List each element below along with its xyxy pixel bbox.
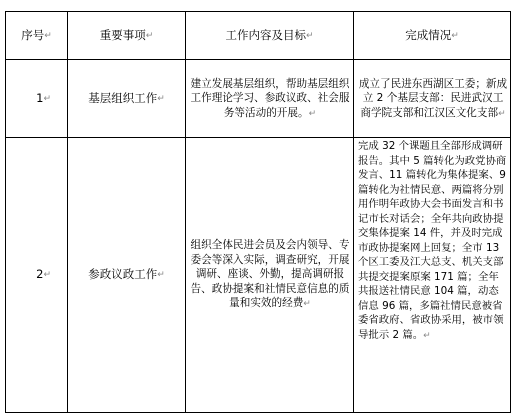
row1-result [358, 62, 508, 136]
header-content [186, 12, 353, 59]
paragraph-mark: ↵ [157, 270, 165, 280]
row1-no-text: 1 [36, 90, 44, 105]
row2-no-text: 2 [36, 267, 44, 282]
header-result-label: 完成情况 [405, 27, 452, 42]
col-divider [353, 12, 354, 412]
row1-no [6, 60, 67, 137]
matters-table [5, 11, 511, 413]
row1-item [68, 60, 185, 137]
row1-content-text: 建立发展基层组织，帮助基层组织工作理论学习、参政议政、社会服务等活动的开展。 [190, 77, 350, 119]
row2-content [190, 138, 350, 412]
header-item-label: 重要事项 [99, 27, 146, 42]
paragraph-mark: ↵ [43, 270, 51, 280]
row2-item-text: 参政议政工作 [88, 267, 158, 282]
paragraph-mark: ↵ [451, 30, 459, 41]
header-content-label: 工作内容及目标 [225, 27, 306, 42]
row2-result-text: 完成 32 个课题且全部形成调研报告。其中 5 篇转化为政党协商发言、11 篇转化为集体提案、9 篇转化为社情民意、两篇将分别用作明年政协大会书面发言和书记市长对话会；全年共向政协提交集体提案 14 件，并及时完成市政协提案网上回复；全市 13 个区工委及江大总支、机关支部共提交提案原案 171 篇；全年共报送社情民意 104 篇，动态信息 96 篇，多篇社情民意被省委省政府、省政协采用，被市领导批示 2 篇。 [358, 140, 507, 341]
header-no-label: 序号 [21, 27, 45, 42]
header-no [6, 12, 67, 59]
col-divider [185, 12, 186, 412]
paragraph-mark: ↵ [423, 330, 431, 341]
row2-no [6, 138, 67, 412]
paragraph-mark: ↵ [305, 30, 314, 41]
paragraph-mark: ↵ [145, 30, 154, 41]
header-result [354, 12, 510, 59]
paragraph-mark: ↵ [44, 30, 52, 41]
row2-result [358, 139, 509, 411]
row1-item-text: 基层组织工作 [88, 90, 158, 105]
paragraph-mark: ↵ [43, 93, 51, 104]
row2-content-text: 组织全体民进会员及会内领导、专委会等深入实际，调查研究，开展调研、座谈、外勤，提高调研报告、政协提案和社情民意信息的质量和实效的经费 [190, 239, 350, 310]
row2-item [68, 138, 185, 412]
paragraph-mark: ↵ [308, 108, 317, 119]
header-item [68, 12, 185, 59]
paragraph-mark: ↵ [303, 299, 311, 310]
row1-result-text: 成立了民进东西湖区工委；新成立 2 个基层支部：民进武汉工商学院支部和江汉区文化支部 [358, 77, 508, 119]
paragraph-mark: ↵ [498, 108, 506, 119]
row1-content [189, 62, 351, 136]
paragraph-mark: ↵ [157, 93, 165, 104]
